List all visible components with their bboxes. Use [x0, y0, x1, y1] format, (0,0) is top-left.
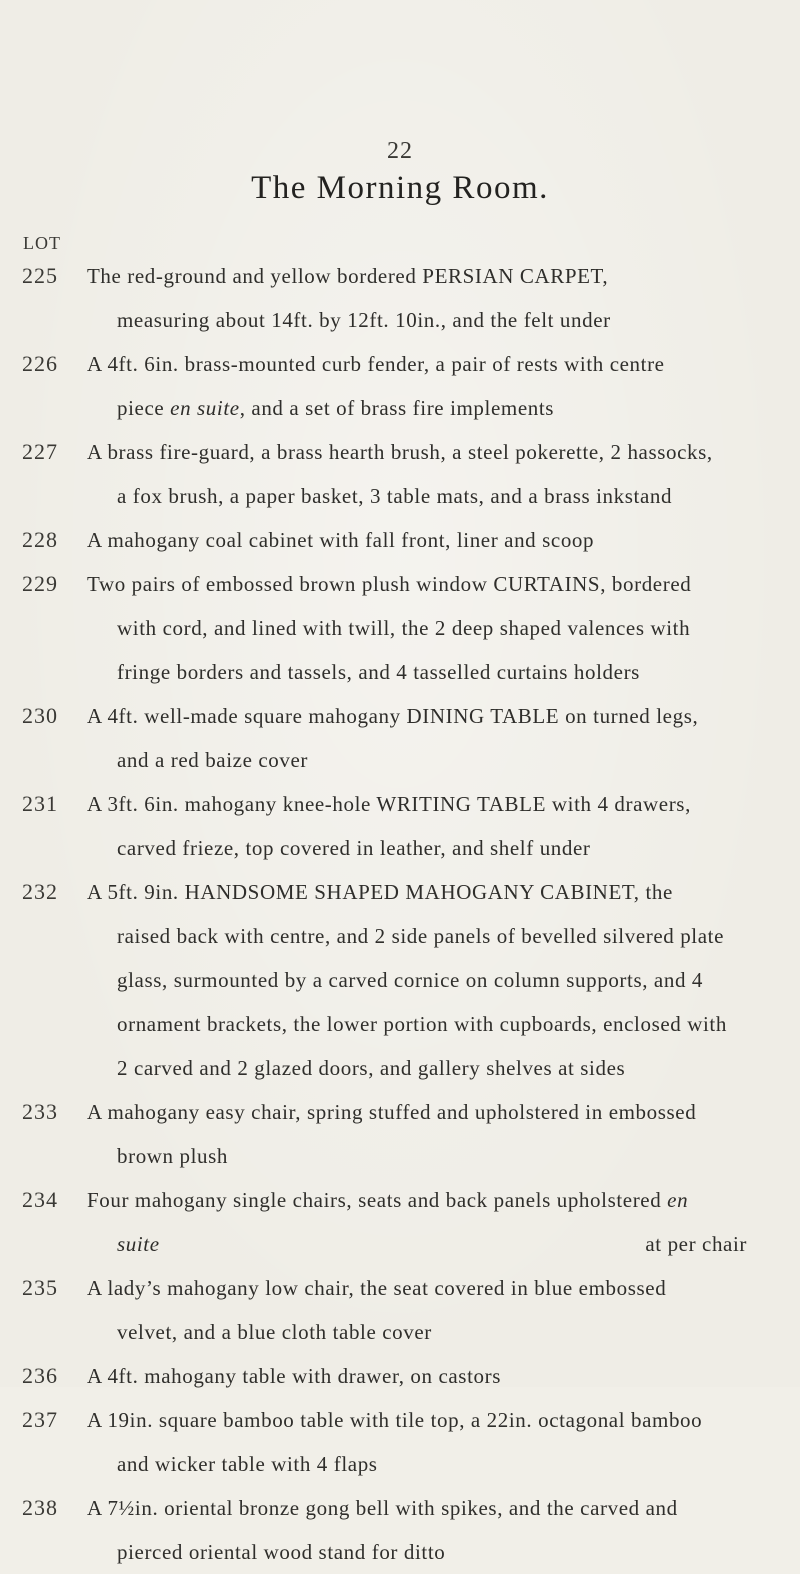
lot-entry: [0, 1398, 800, 1486]
lot-description-line: [87, 430, 747, 474]
italic-phrase: en suite: [170, 396, 240, 420]
page-number: 22: [387, 138, 413, 164]
lot-description-text: A 19in. square bamboo table with tile top, a 22in. octagonal bamboo: [87, 1408, 703, 1432]
lot-entry: [0, 342, 800, 430]
lot-description-text: A 3ft. 6in. mahogany knee-hole WRITING TABLE with 4 drawers,: [87, 792, 691, 816]
lot-column-header: LOT: [23, 233, 61, 253]
lot-description-text: A 4ft. mahogany table with drawer, on castors: [87, 1364, 501, 1388]
lot-description-line: [87, 1530, 747, 1574]
lot-description-line: [87, 562, 747, 606]
lot-entry: [0, 870, 800, 1090]
lot-description-line: [87, 1354, 747, 1398]
lot-description: [87, 1486, 747, 1574]
lot-description-text: 2 carved and 2 glazed doors, and gallery shelves at sides: [117, 1056, 626, 1080]
lot-description-line: [87, 914, 747, 958]
lot-description: [87, 870, 747, 1090]
lot-description-text: A lady’s mahogany low chair, the seat covered in blue embossed: [87, 1276, 667, 1300]
lot-entry: [0, 694, 800, 782]
lot-entry: [0, 1266, 800, 1354]
lot-description: [87, 562, 747, 694]
lot-description: [87, 518, 747, 562]
lot-number: 235: [22, 1275, 58, 1300]
lot-entry: [0, 562, 800, 694]
lot-description-line: [87, 738, 747, 782]
lot-entry: [0, 518, 800, 562]
lot-description-text: A 7½in. oriental bronze gong bell with spikes, and the carved and: [87, 1496, 678, 1520]
lot-description-text: and wicker table with 4 flaps: [117, 1452, 378, 1476]
lot-description-line: [87, 606, 747, 650]
page-title: The Morning Room.: [251, 170, 549, 206]
lot-description-text: velvet, and a blue cloth table cover: [117, 1320, 432, 1344]
lot-description-text: fringe borders and tassels, and 4 tasselled curtains holders: [117, 660, 640, 684]
lot-number: 227: [22, 439, 58, 464]
lot-entry: [0, 1090, 800, 1178]
lot-description-line: [87, 1178, 747, 1222]
lot-description-line: [87, 650, 747, 694]
lot-number: 237: [22, 1407, 58, 1432]
lot-description: [87, 1266, 747, 1354]
lot-description: [87, 694, 747, 782]
lot-description-text: raised back with centre, and 2 side panels of bevelled silvered plate: [117, 924, 725, 948]
lot-description-text: glass, surmounted by a carved cornice on column supports, and 4: [117, 968, 704, 992]
lot-number: 236: [22, 1363, 58, 1388]
lot-list: [0, 254, 800, 1574]
lot-description-line: [87, 518, 747, 562]
lot-number: 238: [22, 1495, 58, 1520]
lot-number: 226: [22, 351, 58, 376]
lot-description-text: and a red baize cover: [117, 748, 308, 772]
lot-entry: [0, 1486, 800, 1574]
lot-entry: [0, 430, 800, 518]
price-note: at per chair: [645, 1232, 747, 1256]
lot-description-line: [87, 1442, 747, 1486]
lot-description-line: [87, 1046, 747, 1090]
lot-description-text: The red-ground and yellow bordered PERSIAN CARPET,: [87, 264, 609, 288]
lot-description-line: [87, 1266, 747, 1310]
lot-description-line: [87, 782, 747, 826]
lot-description-line: [87, 870, 747, 914]
lot-description-line: [87, 342, 747, 386]
lot-description: [87, 254, 747, 342]
lot-number: 233: [22, 1099, 58, 1124]
lot-number: 231: [22, 791, 58, 816]
lot-description-text: pierced oriental wood stand for ditto: [117, 1540, 446, 1564]
lot-description-text: A 5ft. 9in. HANDSOME SHAPED MAHOGANY CABINET, the: [87, 880, 673, 904]
lot-description: [87, 1090, 747, 1178]
lot-description-text: piece en suite, and a set of brass fire implements: [117, 396, 555, 420]
lot-description-line: [87, 1486, 747, 1530]
lot-description: [87, 1354, 747, 1398]
lot-description-text: Four mahogany single chairs, seats and back panels upholstered en: [87, 1188, 689, 1212]
lot-entry: [0, 1178, 800, 1266]
lot-description-text: carved frieze, top covered in leather, and shelf under: [117, 836, 591, 860]
lot-description-text: brown plush: [117, 1144, 229, 1168]
lot-description-text: A 4ft. well-made square mahogany DINING TABLE on turned legs,: [87, 704, 699, 728]
lot-description-line: [87, 1310, 747, 1354]
lot-entry: [0, 1354, 800, 1398]
lot-description-text: A mahogany coal cabinet with fall front, liner and scoop: [87, 528, 595, 552]
lot-description: [87, 1398, 747, 1486]
lot-description: [87, 342, 747, 430]
lot-description-line: [87, 958, 747, 1002]
lot-description-text: A brass fire-guard, a brass hearth brush, a steel pokerette, 2 hassocks,: [87, 440, 713, 464]
lot-description-line: [87, 1222, 747, 1266]
lot-entry: [0, 254, 800, 342]
lot-description-text: A mahogany easy chair, spring stuffed and upholstered in embossed: [87, 1100, 697, 1124]
lot-description-text: ornament brackets, the lower portion with cupboards, enclosed with: [117, 1012, 727, 1036]
lot-description-line: [87, 474, 747, 518]
lot-description-line: [87, 826, 747, 870]
lot-description-text: a fox brush, a paper basket, 3 table mats, and a brass inkstand: [117, 484, 673, 508]
lot-description-text: measuring about 14ft. by 12ft. 10in., and the felt under: [117, 308, 611, 332]
lot-number: 230: [22, 703, 58, 728]
lot-description-line: [87, 1398, 747, 1442]
lot-description-text: with cord, and lined with twill, the 2 deep shaped valences with: [117, 616, 691, 640]
lot-number: 229: [22, 571, 58, 596]
lot-description-line: [87, 254, 747, 298]
lot-number: 234: [22, 1187, 58, 1212]
lot-description: [87, 782, 747, 870]
lot-description-line: [87, 1134, 747, 1178]
lot-description-line: [87, 386, 747, 430]
lot-number: 232: [22, 879, 58, 904]
lot-description-text: suite: [117, 1232, 160, 1256]
lot-description-line: [87, 1002, 747, 1046]
lot-description-text: Two pairs of embossed brown plush window CURTAINS, bordered: [87, 572, 692, 596]
italic-phrase: en: [667, 1188, 689, 1212]
lot-number: 228: [22, 527, 58, 552]
lot-description: [87, 1178, 747, 1266]
lot-entry: [0, 782, 800, 870]
lot-number: 225: [22, 263, 58, 288]
lot-description-text: A 4ft. 6in. brass-mounted curb fender, a pair of rests with centre: [87, 352, 665, 376]
lot-description-line: [87, 298, 747, 342]
lot-description: [87, 430, 747, 518]
lot-description-line: [87, 1090, 747, 1134]
lot-description-line: [87, 694, 747, 738]
